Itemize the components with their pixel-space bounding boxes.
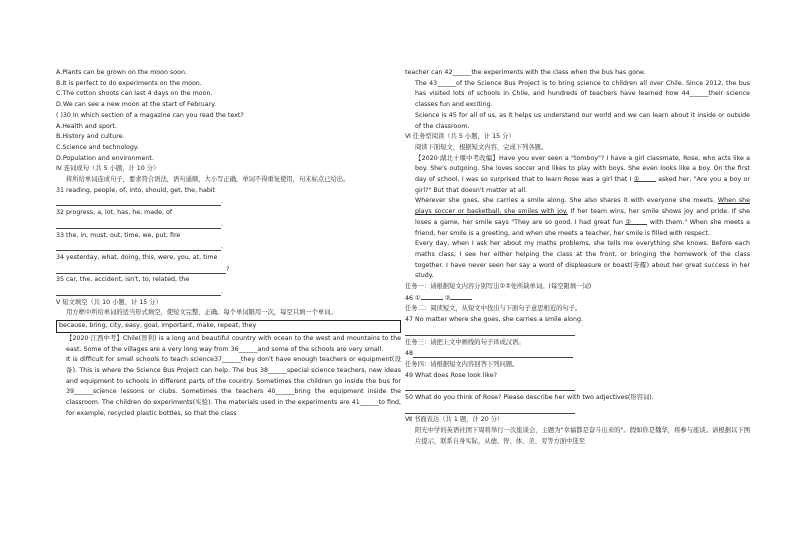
- option-line: A.Plants can be grown on the moon soon.: [56, 69, 187, 76]
- punct: .: [221, 243, 224, 251]
- answer-line-33[interactable]: [56, 241, 401, 253]
- section-5-instructions: 用方框中所给单词的适当形式填空，使短文完整、正确。每个单词限用一次，每空只填一个单词。: [66, 309, 337, 317]
- story-paragraph-1: [405, 154, 750, 197]
- blank-number: ②: [444, 294, 451, 302]
- answer-line-34[interactable]: [56, 264, 401, 276]
- word-box: because, bring, city, easy, goal, important, make, repeat, they: [56, 320, 401, 333]
- passage-paragraph: It is difficult for small schools to teach science37______they don't have enough teachers or equipment(设备). This is where the Science Bus Project can help. The bus 38______special science teachers, new ideas and equipment to schools in different parts of the country. Sometimes the children go inside the bus for 39______science lessons or clubs. Sometimes the teachers 40______bring the equipment inside the classroom. The children do experiments(实验). The materials used in the experiments are 41______to find, for example, recycled plastic bottles, so that the class: [66, 356, 401, 417]
- option-line: C.The cotton shoots can last 4 days on the moon.: [56, 90, 213, 98]
- question-30: ( )30 In which section of a magazine can you read the text?: [56, 111, 244, 119]
- story-text: 【2020·湖北十堰中考改编】Have you ever seen a "tomboy"? I have a girl classmate, Rose, who acts like a boy. She's outgoing. She loves soccer and likes to play with boys. She even looks like a boy. On the first day of school, I was so surprised that to learn Rose was a girl that I: [415, 154, 750, 184]
- answer-line-50[interactable]: [405, 404, 575, 414]
- section-7-title: Ⅶ 书面表达（共 1 题，计 20 分）: [405, 416, 504, 424]
- question-number: 46: [405, 294, 414, 302]
- story-paragraph-3: Every day, when I ask her about my maths problems, she tells me everything she knows. Before each maths class, I see her either helping the class at the front, or bringing the homework of the class together. I have never seen her say a word of displeasure or boast(夸耀) about her great success in her study.: [415, 240, 750, 280]
- story-blank-2: [625, 218, 647, 225]
- answer-line-48[interactable]: [405, 348, 750, 360]
- question-32: 32 progress, a, lot, has, he, made, of: [56, 209, 173, 217]
- blank-number: ②: [625, 218, 632, 226]
- story-text: asked her, "Are you a boy or girl?" But that doesn't matter at all.: [415, 176, 751, 194]
- section-5-title: Ⅴ 短文填空（共 10 小题，计 15 分）: [56, 298, 162, 306]
- question-35: 35 car, the, accident, isn't, to, related, the: [56, 276, 190, 284]
- answer-46[interactable]: [405, 293, 750, 305]
- answer-blank[interactable]: [421, 293, 443, 300]
- task-4: 任务四：请根据短文内容回答下列问题。: [405, 360, 519, 368]
- story-text: with them." When she meets a friend, her smile is a greeting, and when she meets a teacher, her smile is filled with respect.: [415, 218, 750, 237]
- answer-line-49[interactable]: [405, 381, 575, 391]
- option-line: D.Population and environment.: [56, 154, 154, 162]
- task-2: 任务二：阅读短文，从短文中找出与下面句子意思相近的句子。: [405, 305, 582, 313]
- option-line: B.History and culture.: [56, 133, 125, 141]
- task-1: 任务一：请根据短文内容分别写出①②处所缺单词。(每空限填一词): [405, 283, 592, 291]
- blank-number: ①: [415, 294, 421, 302]
- passage-paragraph: The 43______of the Science Bus Project is to bring science to children all over Chile. Since 2012, the bus has visited lots of schools in Chile, and hundreds of teachers have learned how 44______their science classes fun and exciting.: [415, 79, 750, 109]
- option-line: D.We can see a new moon at the start of February.: [56, 101, 217, 109]
- section-6-title: Ⅵ 任务型阅读（共 5 小题，计 15 分）: [405, 133, 515, 141]
- left-column: [56, 68, 401, 419]
- section-7-text: 阳光中学的英语社团下周将举行一次座谈会，主题为"幸福都是奋斗出来的"。假如你是魏华，将参与座谈。请根据以下图片提示，联系自身实际，从德、智、体、美、劳等方面中选至: [415, 427, 750, 445]
- right-column: [405, 68, 750, 448]
- story-paragraph-2: [405, 196, 750, 239]
- answer-line-35[interactable]: [56, 286, 401, 298]
- question-47: 47 No matter where she goes, she carries a smile along.: [405, 316, 584, 324]
- section-4-instructions: 将所给单词连成句子，要求符合语法，语句通顺，大小写正确，单词不得重复使用，句末标点已给出。: [66, 176, 350, 184]
- punct: .: [221, 287, 224, 295]
- question-49: 49 What does Rose look like?: [405, 371, 497, 379]
- option-line: A.Health and sport.: [56, 122, 117, 130]
- punct: .: [221, 198, 224, 206]
- answer-line-32[interactable]: [56, 219, 401, 231]
- punct: .: [221, 220, 224, 228]
- question-33: 33 the, in, must, out, time, we, put, fire: [56, 231, 181, 239]
- section-6-instructions: 阅读下面短文，根据短文内容，完成下列各题。: [415, 143, 548, 151]
- option-line: C.Science and technology.: [56, 143, 139, 151]
- question-50: 50 What do you think of Rose? Please describe her with two adjectives(形容词).: [405, 394, 654, 402]
- punct: ?: [226, 265, 230, 273]
- section-4-title: Ⅳ 连词成句（共 5 小题，计 10 分）: [56, 165, 160, 173]
- answer-line-31[interactable]: [56, 196, 401, 208]
- passage-paragraph: Science is 45 for all of us, as it helps us understand our world and we can learn about it inside or outside of the classroom.: [415, 111, 750, 130]
- answer-blank[interactable]: [450, 293, 472, 300]
- question-number: 48: [405, 350, 414, 358]
- option-line: B.It is perfect to do experiments on the moon.: [56, 79, 202, 87]
- story-text: If her team wins, her smile shows joy and pride. If she loses a game, her smile says "They are so good. I had great fun: [415, 208, 750, 226]
- passage-paragraph: 【2020·江西中考】Chile(智利) is a long and beautiful country with ocean to the west and mountains to the east. Some of the villages are a very long way from 36______and some of the schools are very small.: [66, 334, 401, 353]
- passage-paragraph: teacher can 42______the experiments with the class when the bus has gone.: [405, 69, 646, 76]
- story-text: Wherever she goes, she carries a smile along. She also shares it with everyone she meets.: [415, 197, 715, 205]
- story-blank-1: [634, 175, 656, 182]
- blank-number: ①: [633, 176, 640, 184]
- underlined-sentence: When she plays soccer or basketball, she smiles with joy.: [415, 197, 750, 216]
- question-31: 31 reading, people, of, into, should, get, the, habit: [56, 186, 216, 194]
- task-3: 任务三：请把上文中画线的句子译成汉语。: [405, 338, 525, 346]
- question-34: 34 yesterday, what, doing, this, were, you, at, time: [56, 253, 218, 261]
- answer-line-47[interactable]: [405, 326, 575, 336]
